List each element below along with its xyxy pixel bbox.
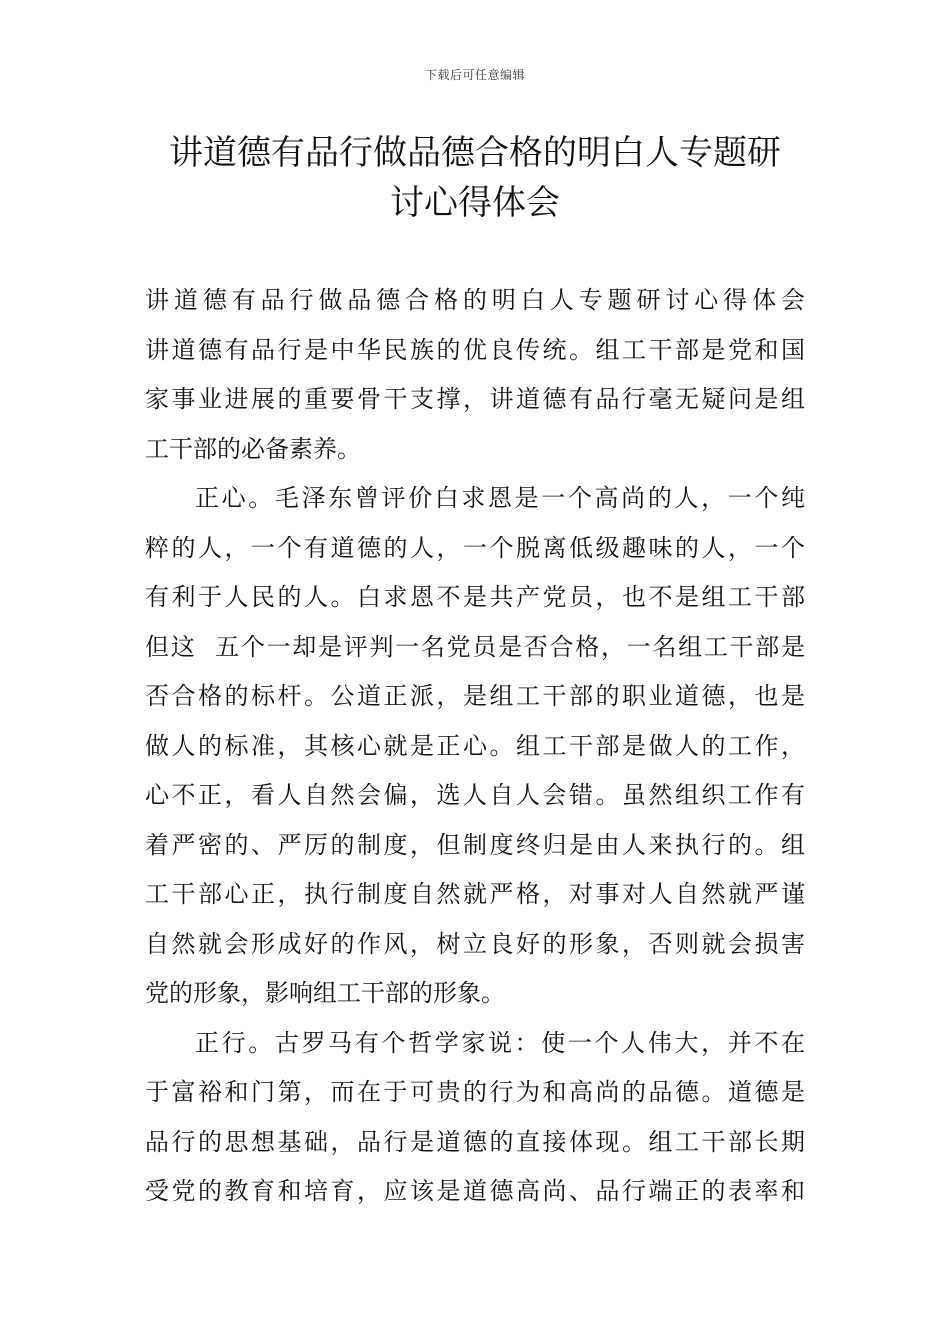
text-line: 党的形象，影响组工干部的形象。 <box>145 979 505 1007</box>
document-body <box>145 276 805 1217</box>
text-line: 否合格的标杆。公道正派，是组工干部的职业道德，也是 <box>145 682 805 710</box>
text-line: 着严密的、严厉的制度，但制度终归是由人来执行的。组 <box>145 830 805 859</box>
text-line: 有利于人民的人。白求恩不是共产党员，也不是组工干部 <box>145 583 805 611</box>
text-line: 做人的标准，其核心就是正心。组工干部是做人的工作， <box>145 731 805 760</box>
text-line: 心不正，看人自然会偏，选人自人会错。虽然组织工作有 <box>145 781 805 809</box>
header-note: 下载后可任意编辑 <box>424 68 525 82</box>
document-title <box>120 128 830 228</box>
text-line: 工干部心正，执行制度自然就严格，对事对人自然就严谨 <box>145 880 805 908</box>
title-line-1: 讲道德有品行做品德合格的明白人专题研 <box>169 133 781 173</box>
text-line: 讲道德有品行是中华民族的优良传统。组工干部是党和国 <box>145 335 805 364</box>
title-line-2: 讨心得体会 <box>390 183 560 223</box>
paragraph-2 <box>145 474 805 1019</box>
text-line: 正行。古罗马有个哲学家说：使一个人伟大，并不在 <box>195 1028 805 1057</box>
text-line: 自然就会形成好的作风，树立良好的形象，否则就会损害 <box>145 929 805 958</box>
text-line: 正心。毛泽东曾评价白求恩是一个高尚的人，一个纯 <box>195 484 805 512</box>
paragraph-3 <box>145 1019 805 1217</box>
text-line: 粹的人，一个有道德的人，一个脱离低级趣味的人，一个 <box>145 533 805 562</box>
text-line: 家事业进展的重要骨干支撑，讲道德有品行毫无疑问是组 <box>145 385 805 413</box>
text-line: 讲道德有品行做品德合格的明白人专题研讨心得体会 <box>145 286 805 314</box>
text-line: 受党的教育和培育，应该是道德高尚、品行端正的表率和 <box>145 1177 805 1205</box>
text-line: 于富裕和门第，而在于可贵的行为和高尚的品德。道德是 <box>145 1078 805 1106</box>
paragraph-1 <box>145 276 805 474</box>
text-line: 品行的思想基础，品行是道德的直接体现。组工干部长期 <box>145 1127 805 1156</box>
text-line: 但这 五个一却是评判一名党员是否合格，一名组工干部是 <box>145 632 805 661</box>
text-line: 工干部的必备素养。 <box>145 434 361 463</box>
